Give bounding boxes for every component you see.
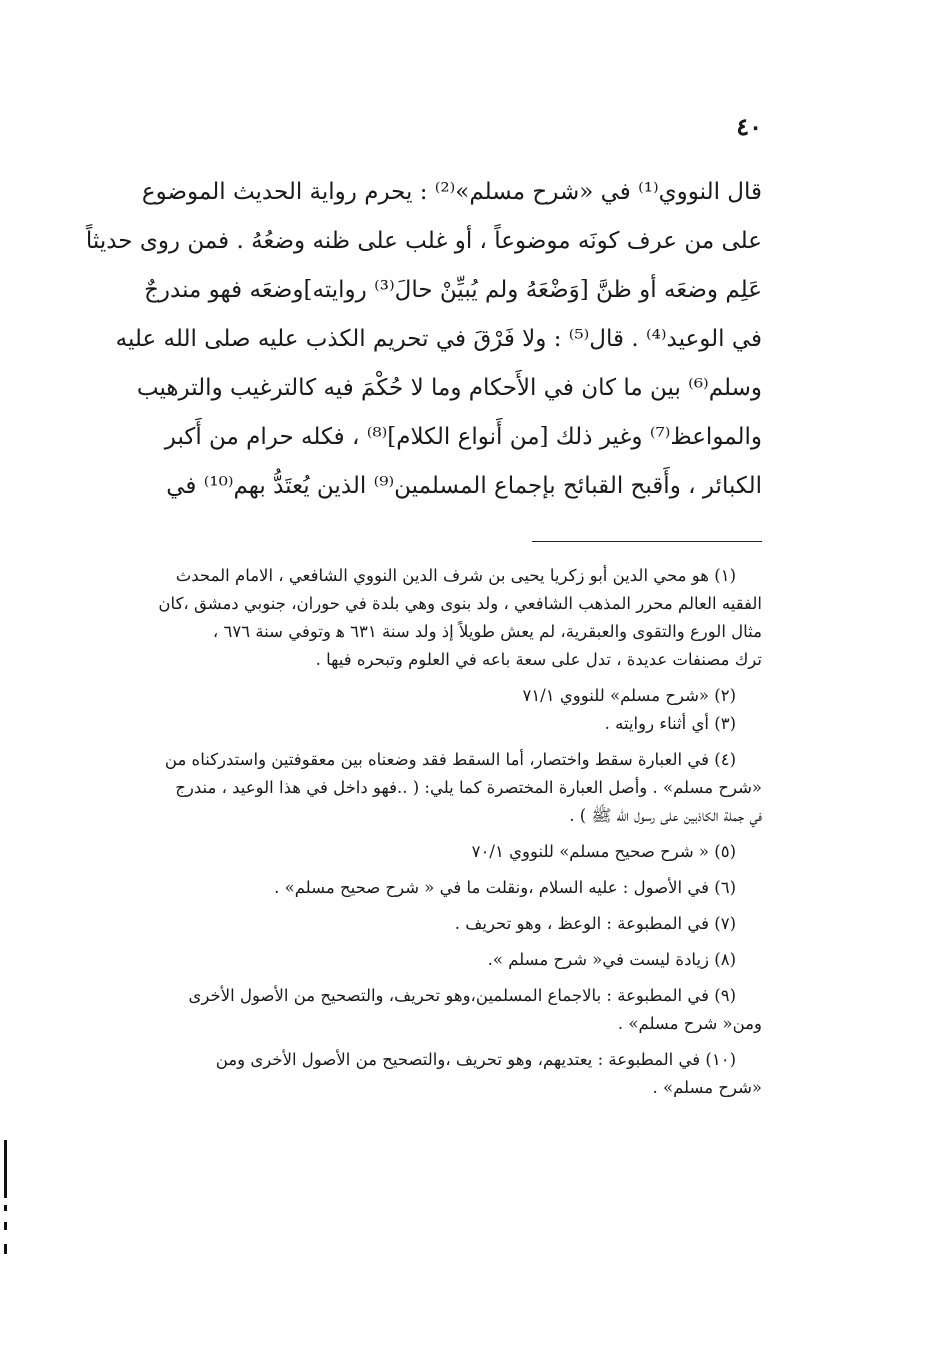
footnote-3 [182, 710, 762, 738]
footnote-line: (٨) زيادة ليست في« شرح مسلم ». [487, 950, 736, 969]
main-text [85, 168, 762, 511]
footnote-2 [182, 682, 762, 710]
footnote-line: «شرح مسلم» . [652, 1078, 762, 1097]
footnote-line: (١٠) في المطبوعة : يعتديهم، وهو تحريف ،والتصحيح من الأصول الأخرى ومن [215, 1050, 736, 1069]
footnote-line: «شرح مسلم» . وأصل العبارة المختصرة كما يلي: ( ..فهو داخل في هذا الوعيد ، مندرج [175, 778, 762, 797]
footnote-gap [182, 974, 762, 982]
footnote-line: ترك مصنفات عديدة ، تدل على سعة باعه في العلوم وتبحره فيها . [315, 650, 762, 669]
footnote-line: (١) هو محي الدين أبو زكريا يحيى بن شرف الدين النووي الشافعي ، الامام المحدث [175, 566, 736, 585]
footnote-gap [182, 866, 762, 874]
footnote-9 [182, 982, 762, 1038]
main-line: وسلم⁽⁶⁾ بين ما كان في الأَحكام وما لا حُكْمَ فيه كالترغيب والترهيب [136, 375, 762, 401]
footnote-1 [158, 562, 762, 674]
scan-edge-mark [4, 1244, 7, 1254]
footnote-line: (٦) في الأصول : عليه السلام ،ونقلت ما في « شرح صحيح مسلم» . [274, 878, 736, 897]
main-line: عَلِم وضعَه أو ظنَّ [وَضْعَهُ ولم يُبيِّنْ حالَ⁽³⁾ روايته]وضعَه فهو مندرجٌ [144, 277, 762, 303]
footnote-line: ومن« شرح مسلم» . [617, 1014, 762, 1033]
footnote-line: الفقيه العالم محرر المذهب الشافعي ، ولد بنوى وهي بلدة في حوران، جنوبي دمشق ،كان [158, 594, 762, 613]
footnote-line: (٢) «شرح مسلم» للنووي ٧١/١ [522, 686, 736, 705]
main-line: في الوعيد⁽⁴⁾ . قال⁽⁵⁾ : ولا فَرْقَ في تحريم الكذب عليه صلى الله عليه [115, 326, 762, 352]
footnote-line: مثال الورع والتقوى والعبقرية، لم يعش طويلاً إذ ولد سنة ٦٣١ ﻫ وتوفي سنة ٦٧٦ ، [212, 622, 762, 641]
scan-edge-mark [4, 1140, 7, 1198]
footnote-gap [182, 674, 762, 682]
main-line: قال النووي⁽¹⁾ في «شرح مسلم»⁽²⁾ : يحرم رواية الحديث الموضوع [141, 179, 762, 205]
footnote-gap [182, 830, 762, 838]
footnote-4 [164, 746, 762, 830]
footnote-5 [182, 838, 762, 866]
footnote-gap [182, 902, 762, 910]
footnote-gap [182, 938, 762, 946]
footnote-line: (٣) أي أثناء روايته . [604, 714, 736, 733]
footnotes [158, 562, 762, 1102]
footnote-line: (٥) « شرح صحيح مسلم» للنووي ٧٠/١ [471, 842, 736, 861]
footnote-10 [182, 1046, 762, 1102]
footnote-6 [182, 874, 762, 902]
footnote-line: (٤) في العبارة سقط واختصار، أما السقط فقد وضعناه بين معقوفتين واستدركناه من [164, 750, 736, 769]
footnote-7 [182, 910, 762, 938]
main-line: على من عرف كونَه موضوعاً ، أو غلب على ظنه وضعُهُ . فمن روى حديثاً [85, 228, 762, 254]
footnote-gap [182, 738, 762, 746]
scan-edge-mark [4, 1205, 7, 1211]
main-line: والمواعظ⁽⁷⁾ وغير ذلك [من أَنواع الكلام]⁽⁸⁾ ، فكله حرام من أَكبر [164, 424, 762, 450]
page-number: ٤٠ [736, 112, 762, 141]
footnote-line: (٧) في المطبوعة : الوعظ ، وهو تحريف . [454, 914, 736, 933]
footnote-divider [532, 541, 762, 542]
footnote-line: في جملة الكاذبين على رسول الله ﷺ ) . [569, 806, 762, 825]
main-line: الكبائر ، وأَقبح القبائح بإجماع المسلمين⁽⁹⁾ الذين يُعتَدُّ بهم⁽¹⁰⁾ في [166, 473, 762, 499]
footnote-line: (٩) في المطبوعة : بالاجماع المسلمين،وهو تحريف، والتصحيح من الأصول الأخرى [188, 986, 736, 1005]
footnote-8 [182, 946, 762, 974]
scan-edge-mark [4, 1222, 7, 1230]
footnote-gap [182, 1038, 762, 1046]
